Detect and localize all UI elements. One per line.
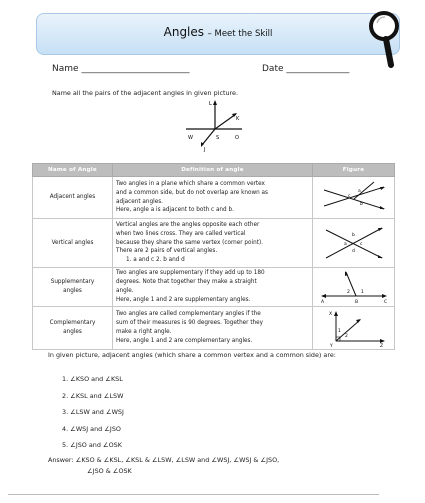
title-main: Angles <box>163 25 205 39</box>
answer-line-2: ∠JSO & ∠OSK <box>87 467 132 475</box>
date-blank: ______________ <box>286 64 350 74</box>
adjacent-angles-figure <box>180 97 248 155</box>
fig-label: 1 <box>338 329 341 334</box>
definition-line: and a common side, but do not overlap are known as <box>116 189 268 196</box>
label-S: S <box>216 135 220 141</box>
title-banner <box>36 13 400 55</box>
fig-label: X <box>329 312 333 317</box>
name-blank: ________________________ <box>81 64 190 74</box>
title-subtitle: – Meet the Skill <box>207 29 273 39</box>
definition-line: Two angles are supplementary if they add up to 180 <box>116 270 265 277</box>
fig-label: c <box>360 242 363 247</box>
label-K: K <box>236 116 240 122</box>
option-item: 3. ∠LSW and ∠WSJ <box>62 408 124 416</box>
fig-label: 2 <box>345 334 348 339</box>
label-W: W <box>188 135 193 141</box>
angle-name <box>33 268 113 307</box>
col-header-definition: Definition of angle <box>113 164 313 177</box>
fig-label: b <box>352 233 355 238</box>
date-field[interactable] <box>262 64 349 74</box>
angle-name-line: angles <box>63 288 82 294</box>
definition-line: 1. a and c 2. b and d <box>126 257 185 264</box>
fig-label: c <box>348 194 351 199</box>
label-O: O <box>235 135 239 141</box>
angle-figure <box>313 307 395 350</box>
angle-definition <box>113 177 313 219</box>
fig-label: b <box>360 202 363 207</box>
adjacent-example-figure <box>316 178 391 217</box>
label-L: L <box>209 101 212 107</box>
fig-label: Z <box>380 344 384 348</box>
date-label: Date <box>262 64 284 74</box>
angle-name <box>33 307 113 350</box>
fig-label: C <box>384 300 388 305</box>
angle-definition <box>113 219 313 268</box>
definition-line: Here, angle a is adjacent to both c and b. <box>116 207 234 214</box>
option-item: 2. ∠KSL and ∠LSW <box>62 391 124 400</box>
complementary-example-figure <box>316 308 391 348</box>
vertical-example-figure <box>316 220 391 266</box>
option-item: 4. ∠WSJ and ∠JSO <box>62 424 121 433</box>
name-field[interactable] <box>52 64 189 74</box>
angle-name-line: Complementary <box>49 320 96 327</box>
table-row <box>33 219 395 268</box>
angle-name-line: angles <box>63 329 82 335</box>
definition-line: Two angles in a plane which share a common vertex <box>116 180 265 187</box>
fig-label: A <box>321 300 325 305</box>
instruction-text: Name all the pairs of the adjacent angles in given picture. <box>52 89 238 97</box>
col-header-name: Name of Angle <box>33 164 113 177</box>
fig-label: a <box>358 189 361 194</box>
angle-name-line: Supplementary <box>50 279 95 286</box>
definition-line: Two angles are called complementary angles if the <box>116 311 261 318</box>
definition-line: degrees. Note that together they make a straight <box>116 279 257 286</box>
table-row <box>33 177 395 219</box>
definition-line: make a right angle. <box>116 329 172 335</box>
definition-line: when two lines cross. They are called vertical <box>116 230 246 237</box>
question-text: In given picture, adjacent angles (which share a common vertex and a common side) are: <box>48 351 336 359</box>
fig-label: d <box>352 249 355 254</box>
definition-line: Here, angle 1 and 2 are complementary angles. <box>116 337 253 344</box>
fig-label: 2 <box>347 290 350 295</box>
name-label: Name <box>52 64 79 74</box>
label-J: J <box>204 147 206 153</box>
answer-line-1: Answer: ∠KSO & ∠KSL, ∠KSL & ∠LSW, ∠LSW and ∠WSJ, ∠WSJ & ∠JSO, <box>48 456 280 464</box>
definition-line: because they share the same vertex (corner point). <box>116 239 263 246</box>
definition-line: sum of their measures is 90 degrees. Together they <box>116 320 264 327</box>
angle-definition <box>113 307 313 350</box>
fig-label: a <box>344 242 347 247</box>
answer-block <box>48 455 279 477</box>
option-item: 5. ∠JSO and ∠OSK <box>62 441 122 449</box>
table-header-row <box>33 164 395 177</box>
col-header-figure: Figure <box>313 164 395 177</box>
definition-line: Here, angle 1 and 2 are supplementary angles. <box>116 296 251 303</box>
page-title <box>37 25 399 39</box>
definition-line: angle. <box>116 288 134 294</box>
definition-line: Vertical angles are the angles opposite each other <box>116 222 260 228</box>
bottom-divider <box>8 494 379 495</box>
angle-name: Vertical angles <box>33 219 113 268</box>
angle-definition <box>113 268 313 307</box>
fig-label: Y <box>330 344 333 348</box>
definition-line: adjacent angles. <box>116 198 163 205</box>
fig-label: 1 <box>361 290 364 295</box>
angle-name: Adjacent angles <box>33 177 113 219</box>
options-list <box>62 375 124 458</box>
fig-label: B <box>355 300 359 305</box>
angle-figure <box>313 177 395 219</box>
angle-definitions-table <box>32 163 395 350</box>
option-item: 1. ∠KSO and ∠KSL <box>62 375 123 383</box>
definition-line: There are 2 pairs of vertical angles. <box>116 248 218 255</box>
table-row <box>33 268 395 307</box>
magnifier-icon <box>365 8 407 68</box>
table-row <box>33 307 395 350</box>
supplementary-example-figure <box>316 269 391 305</box>
angle-figure <box>313 219 395 268</box>
angle-figure <box>313 268 395 307</box>
